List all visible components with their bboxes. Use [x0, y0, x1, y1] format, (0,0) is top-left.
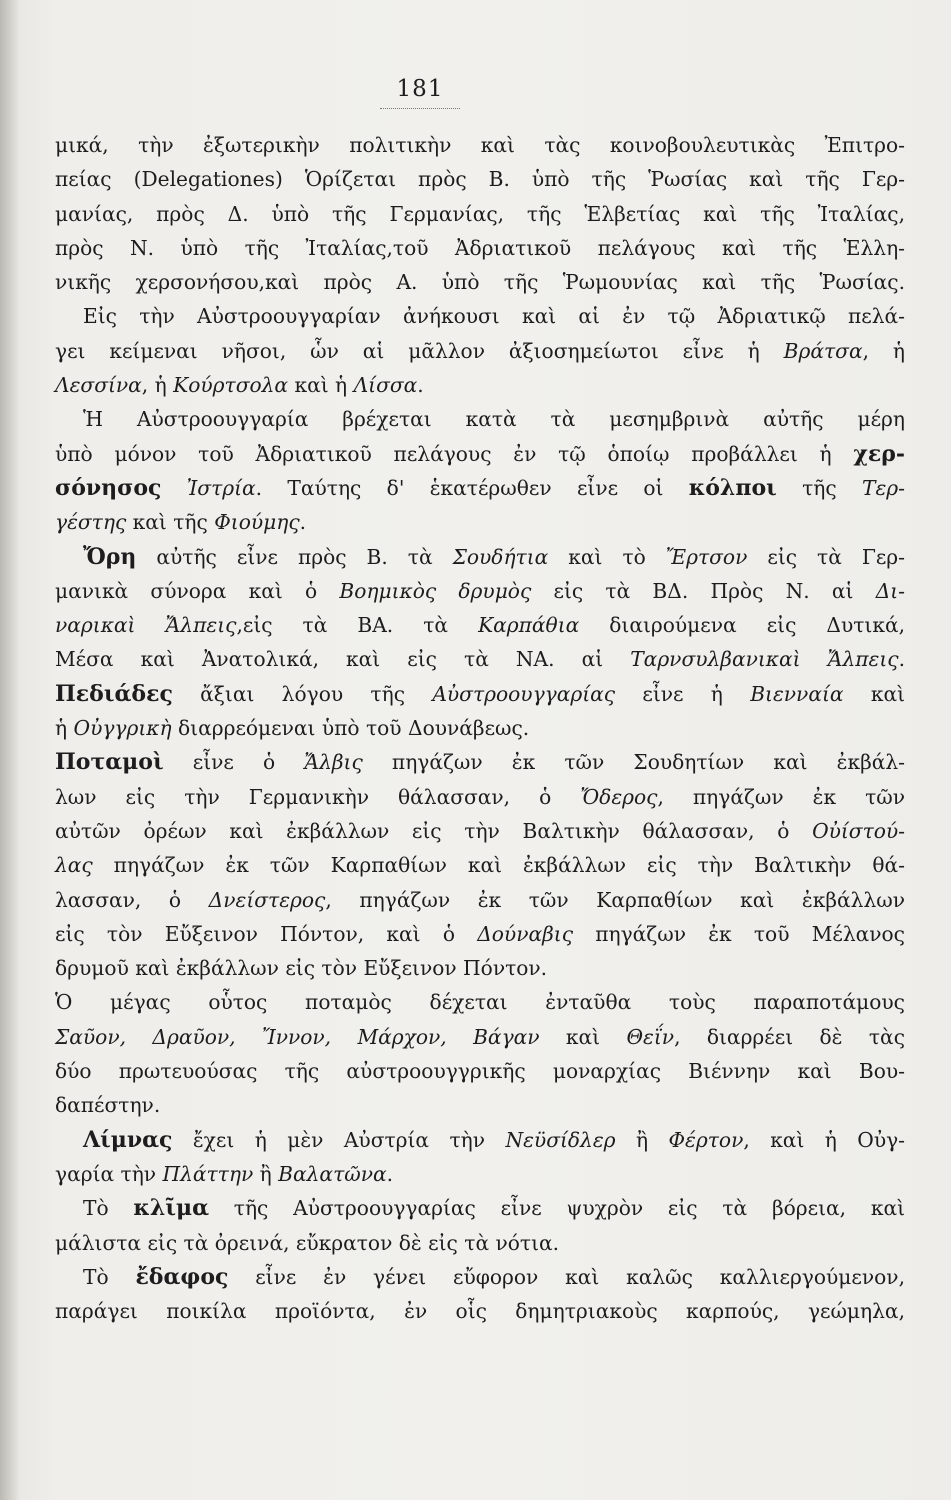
text-run	[161, 476, 186, 500]
text-line	[55, 1294, 905, 1328]
italic-term: Ταρνσυλβανικαὶ Ἄλπεις	[630, 647, 899, 672]
italic-term: Νεϋσίδλερ	[505, 1127, 616, 1152]
text-line	[55, 437, 905, 471]
bold-term: ἔδαφος	[135, 1263, 229, 1290]
text-run: καὶ τῆς	[126, 510, 215, 535]
text-run: διαιρούμενα εἰς Δυτικά,	[579, 613, 905, 638]
bold-term: κλῖμα	[133, 1195, 209, 1222]
text-line	[55, 334, 905, 368]
bold-term: Ποταμοὶ	[55, 749, 164, 776]
text-line	[55, 540, 905, 574]
text-run: καὶ ἡ	[288, 373, 354, 398]
text-line	[55, 197, 905, 231]
text-run: ἢ	[615, 1127, 669, 1152]
text-run: λασσαν, ὁ	[55, 887, 209, 912]
bold-term: Ὄρη	[83, 543, 137, 570]
italic-term: Βαλατῶνα	[278, 1161, 387, 1186]
text-run: δύο πρωτευούσας τῆς αὐστροουγγρικῆς μοναρχίας Βιέννην καὶ Βου-	[55, 1059, 905, 1084]
italic-term: λας	[55, 853, 93, 878]
text-run: μάλιστα εἰς τὰ ὀρεινά, εὔκρατον δὲ εἰς τὰ νότια.	[55, 1230, 560, 1255]
text-line	[55, 299, 905, 333]
text-run: διαρρεόμεναι ὑπὸ τοῦ Δουνάβεως.	[171, 716, 530, 741]
text-run: ἡ	[55, 716, 74, 741]
text-line	[55, 883, 905, 917]
text-line	[55, 1123, 905, 1157]
text-run: πηγάζων ἐκ τῶν Σουδητίων καὶ ἐκβάλ-	[362, 750, 905, 775]
text-line	[55, 780, 905, 814]
text-run: εἰς τὰ Γερ-	[747, 544, 905, 569]
text-run: τῆς Αὐστροουγγαρίας εἶνε ψυχρὸν εἰς τὰ βόρεια, καὶ	[209, 1196, 905, 1221]
text-run: αὐτῶν ὀρέων καὶ ἐκβάλλων εἰς τὴν Βαλτικὴν θάλασσαν, ὁ	[55, 818, 813, 843]
text-line	[55, 128, 905, 162]
italic-term: Φέρτον	[668, 1127, 744, 1152]
italic-term: Ἄλβις	[304, 750, 363, 775]
text-line	[55, 951, 905, 985]
text-run: παράγει ποικίλα προϊόντα, ἐν οἷς δημητριακοὺς καρπούς, γεώμηλα,	[55, 1299, 905, 1324]
text-run: Μέσα καὶ Ἀνατολικά, καὶ εἰς τὰ ΝΑ. αἱ	[55, 647, 631, 672]
text-run: .	[898, 647, 905, 672]
text-run: μικά, τὴν ἐξωτερικὴν πολιτικὴν καὶ τὰς κοινοβουλευτικὰς Ἐπιτρο-	[55, 133, 905, 157]
page-number: 181	[396, 76, 444, 102]
italic-term: Δνείστερος	[208, 887, 326, 912]
text-run: γει κείμεναι νῆσοι, ὧν αἱ μᾶλλον ἀξιοσημείωτοι εἶνε ἡ	[55, 338, 784, 363]
text-run: αὐτῆς εἶνε πρὸς Β. τὰ	[136, 544, 453, 569]
text-line	[55, 745, 905, 779]
text-line	[55, 231, 905, 265]
text-run: , ἡ	[862, 338, 905, 363]
text-line	[55, 471, 905, 505]
text-line	[55, 917, 905, 951]
text-run: .	[299, 510, 307, 535]
text-run: ἔχει ἡ μὲν Αὐστρία τὴν	[172, 1127, 506, 1152]
text-line	[55, 1260, 905, 1294]
italic-term: Πλάττην	[162, 1161, 254, 1186]
text-run: Ὁ μέγας οὗτος ποταμὸς δέχεται ἐνταῦθα τοὺς παραποτάμους	[55, 990, 905, 1015]
text-line	[55, 1020, 905, 1054]
bold-term: χερ-	[853, 440, 905, 467]
text-run: Ἡ Αὐστροουγγαρία βρέχεται κατὰ τὰ μεσημβρινὰ αὐτῆς μέρη	[83, 407, 905, 432]
italic-term: Βράτσα	[783, 338, 863, 363]
italic-term: Σουδήτια	[452, 544, 549, 569]
text-run: Τὸ	[83, 1264, 136, 1289]
text-line	[55, 368, 905, 402]
italic-term: Οὐίστού-	[812, 818, 905, 843]
text-run: εἰς τὸν Εὔξεινον Πόντον, καὶ ὁ	[55, 921, 478, 946]
text-run: εἰς τὰ ΒΔ. Πρὸς Ν. αἱ	[531, 578, 876, 603]
text-line	[55, 574, 905, 608]
text-line	[55, 814, 905, 848]
text-run: δαπέστην.	[55, 1093, 161, 1118]
text-run: , πηγάζων ἐκ τῶν Καρπαθίων καὶ ἐκβάλλων	[325, 887, 905, 912]
italic-term: Λεσσίνα	[55, 373, 142, 398]
text-run: καὶ τὸ	[548, 544, 666, 569]
text-run: . Ταύτης δ' ἑκατέρωθεν εἶνε οἱ	[255, 475, 689, 500]
text-line	[55, 402, 905, 436]
page-number-rule	[380, 108, 460, 109]
italic-term: Φιούμης	[214, 510, 300, 535]
text-run: εἶνε ἡ	[615, 681, 751, 706]
text-run: μανικὰ σύνορα καὶ ὁ	[55, 578, 340, 603]
text-run: .	[386, 1161, 394, 1186]
italic-term: Βοημικὸς δρυμὸς	[339, 578, 532, 603]
text-line	[55, 608, 905, 642]
text-line	[55, 1226, 905, 1260]
text-run: , ἡ	[141, 373, 174, 398]
italic-term: Σαῦον, Δραῦον, Ἴννον, Μάρχον, Βάγαν	[55, 1024, 540, 1049]
italic-term: Ἔρτσον	[665, 544, 748, 569]
text-run: καὶ	[843, 681, 905, 706]
text-run: εἶνε ἐν γένει εὔφορον καὶ καλῶς καλλιεργούμενον,	[228, 1264, 905, 1289]
italic-term: Βιενναία	[750, 681, 844, 706]
bold-term: κόλποι	[688, 474, 777, 501]
page-spine-shadow	[0, 0, 20, 1500]
italic-term: Τερ-	[862, 475, 905, 500]
italic-term: Αὐστροουγγαρίας	[432, 681, 616, 706]
text-line	[55, 1088, 905, 1122]
text-line	[55, 505, 905, 539]
text-run: .	[417, 373, 424, 398]
text-run: , καὶ ἡ Οὐγ-	[743, 1127, 905, 1152]
text-run: γαρία τὴν	[55, 1161, 163, 1186]
italic-term: γέστης	[55, 510, 127, 535]
italic-term: Λίσσα	[353, 373, 418, 398]
text-run: Τὸ	[83, 1196, 134, 1221]
text-run: πρὸς Ν. ὑπὸ τῆς Ἰταλίας,τοῦ Ἀδριατικοῦ πελάγους καὶ τῆς Ἑλλη-	[55, 235, 905, 260]
text-run: Εἰς τὴν Αὐστροουγγαρίαν ἀνήκουσι καὶ αἱ ἐν τῷ Ἀδριατικῷ πελά-	[83, 304, 905, 329]
text-line	[55, 677, 905, 711]
text-line	[55, 985, 905, 1019]
text-run: νικῆς χερσονήσου,καὶ πρὸς Α. ὑπὸ τῆς Ῥωμουνίας καὶ τῆς Ῥωσίας.	[55, 270, 905, 295]
italic-term: Κούρτσολα	[173, 373, 289, 398]
text-run: , πηγάζων ἐκ τῶν	[657, 784, 905, 809]
text-run: πείας (Delegationes) Ὁρίζεται πρὸς Β. ὑπὸ τῆς Ῥωσίας καὶ τῆς Γερ-	[55, 167, 905, 192]
bold-term: Λίμνας	[83, 1126, 173, 1153]
text-run: πηγάζων ἐκ τῶν Καρπαθίων καὶ ἐκβάλλων εἰς τὴν Βαλτικὴν θά-	[92, 853, 905, 878]
text-run: ἢ	[253, 1161, 279, 1186]
bold-term: σόνησος	[55, 474, 162, 501]
italic-term: Καρπάθια	[478, 613, 580, 638]
text-line	[55, 265, 905, 299]
italic-term: ναρικαὶ Ἄλπεις	[55, 613, 237, 638]
text-run: εἶνε ὁ	[163, 750, 305, 775]
text-run: ,εἰς τὰ ΒΑ. τὰ	[236, 613, 479, 638]
text-line	[55, 1191, 905, 1225]
text-line	[55, 711, 905, 745]
text-run: καὶ	[539, 1024, 627, 1049]
text-run: πηγάζων ἐκ τοῦ Μέλανος	[573, 921, 905, 946]
italic-term: Ἰστρία	[186, 475, 256, 500]
text-run: λων εἰς τὴν Γερμανικὴν θάλασσαν, ὁ	[55, 784, 581, 809]
body-text	[55, 128, 905, 1328]
italic-term: Θεΐν	[626, 1024, 675, 1049]
italic-term: Ὄδερος	[580, 784, 658, 809]
text-run: , διαρρέει δὲ τὰς	[674, 1024, 905, 1049]
text-run: ἄξιαι λόγου τῆς	[172, 681, 433, 706]
text-line	[55, 1157, 905, 1191]
text-run: δρυμοῦ καὶ ἐκβάλλων εἰς τὸν Εὔξεινον Πόντον.	[55, 956, 548, 981]
italic-term: Δι-	[875, 578, 906, 603]
italic-term: Οὐγγρικὴ	[73, 716, 172, 741]
text-run: ὑπὸ μόνον τοῦ Ἀδριατικοῦ πελάγους ἐν τῷ ὁποίῳ προβάλλει ἡ	[55, 441, 854, 466]
text-line	[55, 848, 905, 882]
text-run: μανίας, πρὸς Δ. ὑπὸ τῆς Γερμανίας, τῆς Ἑλβετίας καὶ τῆς Ἰταλίας,	[55, 201, 905, 226]
bold-term: Πεδιάδες	[55, 680, 173, 707]
text-line	[55, 162, 905, 196]
text-line	[55, 1054, 905, 1088]
italic-term: Δούναβις	[477, 921, 574, 946]
text-run: τῆς	[776, 475, 862, 500]
text-line	[55, 642, 905, 676]
